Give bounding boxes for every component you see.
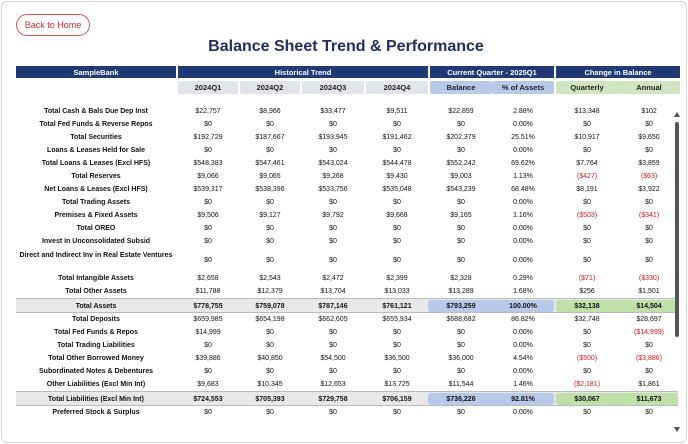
- cell-pct: 0.00%: [513, 225, 533, 232]
- row-label: Preferred Stock & Surplus: [52, 409, 140, 416]
- cell-pct: 4.54%: [513, 355, 533, 362]
- cell-q1: $9,066: [197, 173, 219, 180]
- cell-bal: $0: [457, 329, 465, 336]
- cell-q3: $0: [329, 238, 337, 245]
- cell-q4: $0: [393, 121, 401, 128]
- cell-qtr: $32,138: [574, 303, 600, 310]
- row-label: Subordinated Notes & Debentures: [39, 368, 153, 375]
- cell-qtr: $0: [583, 121, 591, 128]
- cell-pct: 0.00%: [513, 199, 533, 206]
- cell-q1: $724,553: [193, 396, 223, 403]
- cell-bal: $0: [457, 238, 465, 245]
- table-row: [16, 157, 678, 170]
- cell-q1: $14,999: [195, 329, 221, 336]
- cell-bal: $0: [457, 147, 465, 154]
- cell-q4: $36,500: [384, 355, 410, 362]
- cell-q3: $0: [329, 256, 337, 264]
- cell-bal: $0: [457, 121, 465, 128]
- table-row: [16, 285, 678, 298]
- table-row: [16, 144, 678, 157]
- cell-q4: $9,511: [386, 108, 408, 115]
- table-row: [16, 339, 678, 352]
- cell-ann: $28,697: [636, 316, 662, 323]
- cell-q3: $0: [329, 329, 337, 336]
- cell-q2: $187,667: [255, 134, 285, 141]
- cell-ann: $102: [641, 108, 657, 115]
- cell-bal: $13,289: [448, 288, 474, 295]
- cell-qtr: ($71): [578, 275, 596, 282]
- cell-q4: $544,478: [382, 160, 412, 167]
- cell-bal: $0: [457, 342, 465, 349]
- cell-q2: $0: [266, 147, 274, 154]
- cell-qtr: $30,067: [574, 396, 600, 403]
- cell-q2: $654,198: [255, 316, 285, 323]
- cell-bal: $2,328: [450, 275, 472, 282]
- cell-q2: $0: [266, 368, 274, 375]
- cell-q1: $9,506: [197, 212, 219, 219]
- cell-q3: $0: [329, 199, 337, 206]
- cell-q4: $706,159: [382, 396, 412, 403]
- cell-ann: $1,501: [638, 288, 660, 295]
- cell-q1: $0: [204, 238, 212, 245]
- cell-qtr: $32,748: [574, 316, 600, 323]
- cell-ann: $0: [645, 409, 653, 416]
- cell-q4: $0: [393, 329, 401, 336]
- row-label: Direct and Indirect Inv in Real Estate Ventures: [19, 252, 173, 259]
- cell-q4: $655,934: [382, 316, 412, 323]
- cell-bal: $688,682: [446, 316, 476, 323]
- table-row: [16, 118, 678, 131]
- cell-pct: 1.16%: [513, 212, 533, 219]
- cell-pct: 100.00%: [509, 303, 537, 310]
- cell-qtr: $0: [583, 409, 591, 416]
- row-label: Total OREO: [76, 225, 116, 232]
- cell-pct: 0.00%: [513, 256, 533, 264]
- table-row: [16, 235, 678, 248]
- cell-q2: $538,396: [255, 186, 285, 193]
- cell-q2: $0: [266, 238, 274, 245]
- cell-bal: $736,226: [446, 396, 476, 403]
- table-row: [16, 313, 678, 326]
- table-row: [16, 105, 678, 118]
- cell-q1: $778,755: [193, 303, 223, 310]
- cell-q4: $535,048: [382, 186, 412, 193]
- cell-ann: $9,650: [638, 134, 660, 141]
- cell-ann: $0: [645, 147, 653, 154]
- cell-q2: $10,345: [257, 381, 283, 388]
- cell-pct: 0.00%: [513, 238, 533, 245]
- row-label: Loans & Leases Held for Sale: [46, 147, 146, 154]
- cell-q1: $539,317: [193, 186, 223, 193]
- total-row: [16, 298, 678, 313]
- cell-q2: $8,966: [259, 108, 281, 115]
- cell-q3: $54,500: [320, 355, 346, 362]
- cell-q2: $0: [266, 256, 274, 264]
- cell-q4: $13,725: [384, 381, 410, 388]
- cell-q2: $0: [266, 121, 274, 128]
- cell-q1: $0: [204, 121, 212, 128]
- row-label: Total Trading Liabilities: [57, 342, 135, 349]
- cell-q1: $0: [204, 368, 212, 375]
- row-label: Total Other Assets: [65, 288, 127, 295]
- cell-q1: $0: [204, 409, 212, 416]
- current-quarter-header: Current Quarter - 2025Q1: [430, 66, 554, 78]
- cell-q1: $0: [204, 147, 212, 154]
- table-row: [16, 209, 678, 222]
- cell-qtr: $13,348: [574, 108, 600, 115]
- col-header-pct-assets: % of Assets: [492, 81, 554, 94]
- cell-q4: $0: [393, 147, 401, 154]
- cell-bal: $793,259: [446, 303, 476, 310]
- cell-ann: $0: [645, 238, 653, 245]
- cell-q3: $0: [329, 342, 337, 349]
- cell-q1: $22,757: [195, 108, 221, 115]
- cell-q4: $0: [393, 256, 401, 264]
- cell-ann: ($330): [638, 275, 660, 282]
- cell-q1: $0: [204, 256, 212, 264]
- cell-q2: $12,379: [257, 288, 283, 295]
- cell-qtr: $256: [579, 288, 595, 295]
- historical-trend-header: Historical Trend: [178, 66, 428, 78]
- cell-pct: 0.00%: [513, 368, 533, 375]
- cell-bal: $9,165: [450, 212, 472, 219]
- table-row: [16, 248, 678, 272]
- cell-qtr: $7,764: [576, 160, 598, 167]
- table-row: [16, 131, 678, 144]
- cell-q2: $547,461: [255, 160, 285, 167]
- cell-q1: $9,683: [197, 381, 219, 388]
- cell-q2: $9,127: [259, 212, 281, 219]
- cell-q3: $13,704: [320, 288, 346, 295]
- cell-q2: $0: [266, 225, 274, 232]
- cell-qtr: $0: [583, 329, 591, 336]
- cell-q3: $543,024: [318, 160, 348, 167]
- cell-ann: $0: [645, 199, 653, 206]
- table-row: [16, 326, 678, 339]
- cell-q3: $9,268: [322, 173, 344, 180]
- row-label: Total Trading Assets: [61, 199, 131, 206]
- cell-q3: $2,472: [322, 275, 344, 282]
- cell-bal: $11,544: [448, 381, 474, 388]
- cell-q4: $9,668: [386, 212, 408, 219]
- cell-bal: $22,859: [448, 108, 474, 115]
- vertical-scrollbar[interactable]: [674, 112, 680, 434]
- table-row: [16, 272, 678, 285]
- row-label: Total Intangible Assets: [58, 275, 134, 282]
- cell-bal: $0: [457, 368, 465, 375]
- cell-qtr: $0: [583, 199, 591, 206]
- cell-q3: $193,945: [318, 134, 348, 141]
- cell-pct: 1.68%: [513, 288, 533, 295]
- cell-q1: $2,658: [197, 275, 219, 282]
- cell-ann: $3,859: [638, 160, 660, 167]
- cell-pct: 92.81%: [511, 396, 535, 403]
- cell-ann: ($341): [638, 212, 660, 219]
- cell-ann: ($3,886): [635, 355, 663, 362]
- row-label: Total Reserves: [71, 173, 121, 180]
- col-header-balance: Balance: [430, 81, 492, 94]
- balance-sheet-table[interactable]: [16, 97, 678, 443]
- col-header-2024q3: 2024Q3: [302, 81, 364, 94]
- cell-q4: $0: [393, 199, 401, 206]
- cell-q1: $192,729: [193, 134, 223, 141]
- table-row: [16, 183, 678, 196]
- cell-qtr: $0: [583, 342, 591, 349]
- cell-qtr: $8,191: [576, 186, 598, 193]
- cell-q3: $0: [329, 225, 337, 232]
- cell-q3: $729,758: [318, 396, 348, 403]
- cell-ann: $1,861: [638, 381, 660, 388]
- scroll-down-icon[interactable]: [674, 427, 680, 432]
- cell-pct: 1.46%: [513, 381, 533, 388]
- cell-q3: $0: [329, 368, 337, 375]
- row-label: Other Liabilities (Excl Min Int): [46, 381, 146, 388]
- cell-qtr: $0: [583, 238, 591, 245]
- cell-q2: $40,850: [257, 355, 283, 362]
- cell-q4: $2,399: [386, 275, 408, 282]
- cell-q4: $191,462: [382, 134, 412, 141]
- cell-pct: 0.29%: [513, 275, 533, 282]
- cell-ann: $0: [645, 225, 653, 232]
- cell-ann: $0: [645, 342, 653, 349]
- bank-name-header: SampleBank: [16, 66, 176, 78]
- table-row: [16, 222, 678, 235]
- table-row: [16, 378, 678, 391]
- cell-ann: ($63): [640, 173, 658, 180]
- col-header-quarterly: Quarterly: [556, 81, 618, 94]
- cell-pct: 0.00%: [513, 329, 533, 336]
- cell-qtr: $0: [583, 147, 591, 154]
- cell-q3: $0: [329, 409, 337, 416]
- cell-ann: ($14,999): [634, 329, 664, 336]
- cell-q1: $0: [204, 342, 212, 349]
- cell-qtr: $0: [583, 225, 591, 232]
- cell-bal: $0: [457, 199, 465, 206]
- cell-q1: $548,383: [193, 160, 223, 167]
- row-label: Total Deposits: [72, 316, 120, 323]
- cell-ann: $14,504: [636, 303, 662, 310]
- cell-ann: $0: [645, 256, 653, 264]
- cell-q3: $533,756: [318, 186, 348, 193]
- col-header-2024q4: 2024Q4: [366, 81, 428, 94]
- cell-q4: $0: [393, 238, 401, 245]
- col-header-2024q2: 2024Q2: [240, 81, 300, 94]
- row-label: Net Loans & Leases (Excl HFS): [44, 186, 148, 193]
- table-row: [16, 196, 678, 209]
- cell-q3: $0: [329, 147, 337, 154]
- cell-q2: $0: [266, 329, 274, 336]
- cell-q2: $2,543: [259, 275, 281, 282]
- cell-q1: $39,886: [195, 355, 221, 362]
- cell-pct: 0.00%: [513, 121, 533, 128]
- cell-q3: $787,146: [318, 303, 348, 310]
- cell-pct: 0.00%: [513, 409, 533, 416]
- cell-bal: $9,003: [450, 173, 472, 180]
- cell-q2: $0: [266, 342, 274, 349]
- col-header-2024q1: 2024Q1: [178, 81, 238, 94]
- row-label: Total Assets: [75, 303, 117, 310]
- cell-bal: $0: [457, 225, 465, 232]
- cell-q3: $12,653: [320, 381, 346, 388]
- cell-q4: $0: [393, 225, 401, 232]
- cell-q1: $0: [204, 199, 212, 206]
- cell-ann: $0: [645, 121, 653, 128]
- cell-q3: $9,792: [322, 212, 344, 219]
- cell-ann: $11,673: [636, 396, 662, 403]
- page-title: Balance Sheet Trend & Performance: [208, 38, 484, 55]
- col-header-annual: Annual: [618, 81, 680, 94]
- cell-q3: $0: [329, 121, 337, 128]
- cell-q2: $759,078: [255, 303, 285, 310]
- cell-pct: 0.00%: [513, 147, 533, 154]
- row-label: Total Securities: [70, 134, 122, 141]
- cell-pct: 0.00%: [513, 342, 533, 349]
- cell-pct: 2.88%: [513, 108, 533, 115]
- row-label: Total Cash & Bals Due Dep Inst: [44, 108, 148, 115]
- cell-q4: $0: [393, 409, 401, 416]
- dashboard-frame: [1, 1, 687, 443]
- cell-qtr: ($500): [576, 355, 598, 362]
- cell-bal: $552,242: [446, 160, 476, 167]
- cell-pct: 1.13%: [513, 173, 533, 180]
- row-label: Premises & Fixed Assets: [54, 212, 138, 219]
- cell-pct: 86.82%: [511, 316, 535, 323]
- cell-bal: $0: [457, 409, 465, 416]
- cell-q2: $0: [266, 199, 274, 206]
- cell-q4: $761,121: [382, 303, 412, 310]
- cell-q1: $11,788: [195, 288, 221, 295]
- back-to-home-button[interactable]: Back to Home: [16, 14, 90, 36]
- cell-bal: $543,239: [446, 186, 476, 193]
- table-row: [16, 406, 678, 419]
- cell-qtr: $0: [583, 368, 591, 375]
- scroll-thumb[interactable]: [675, 122, 679, 337]
- cell-ann: $3,922: [638, 186, 660, 193]
- cell-q3: $662,605: [318, 316, 348, 323]
- cell-qtr: ($503): [576, 212, 598, 219]
- cell-pct: 25.51%: [511, 134, 535, 141]
- scroll-up-icon[interactable]: [674, 112, 680, 117]
- table-row: [16, 170, 678, 183]
- cell-qtr: ($427): [576, 173, 598, 180]
- cell-q3: $33,477: [320, 108, 346, 115]
- cell-q4: $0: [393, 342, 401, 349]
- cell-q1: $0: [204, 225, 212, 232]
- cell-qtr: ($2,181): [573, 381, 601, 388]
- cell-qtr: $0: [583, 256, 591, 264]
- cell-q1: $659,985: [193, 316, 223, 323]
- cell-q2: $0: [266, 409, 274, 416]
- cell-ann: $0: [645, 368, 653, 375]
- row-label: Total Other Borrowed Money: [48, 355, 144, 362]
- cell-q4: $13,033: [384, 288, 410, 295]
- table-row: [16, 352, 678, 365]
- cell-bal: $36,000: [448, 355, 474, 362]
- row-label: Total Fed Funds & Repos: [54, 329, 138, 336]
- cell-q2: $705,393: [255, 396, 285, 403]
- row-label: Total Loans & Leases (Excl HFS): [41, 160, 151, 167]
- cell-bal: $0: [457, 256, 465, 264]
- cell-q4: $9,430: [386, 173, 408, 180]
- row-label: Total Fed Funds & Reverse Repos: [39, 121, 153, 128]
- row-label: Invest in Unconsolidated Subsid: [41, 238, 151, 245]
- cell-q2: $9,065: [259, 173, 281, 180]
- cell-qtr: $10,917: [574, 134, 600, 141]
- change-in-balance-header: Change in Balance: [556, 66, 680, 78]
- cell-q4: $0: [393, 368, 401, 375]
- cell-pct: 69.62%: [511, 160, 535, 167]
- cell-bal: $202,379: [446, 134, 476, 141]
- table-row: [16, 365, 678, 378]
- cell-pct: 68.48%: [511, 186, 535, 193]
- total-row: [16, 391, 678, 406]
- row-label: Total Liabilities (Excl Min Int): [48, 396, 144, 403]
